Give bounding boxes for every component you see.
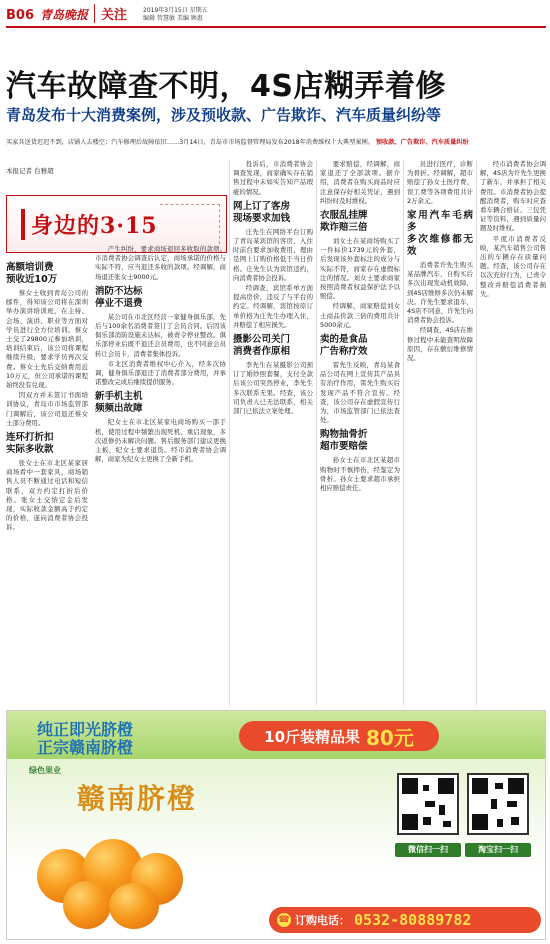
case-paragraph: 经市消费者协会调解，4S店为许先生更换了新车，并承担了相关费用。市消费者协会提醒消费者，购车时应查看车辆合格证、三包凭证等资料，遇到质量问题及时维权。 — [480, 160, 546, 233]
qr-module — [423, 785, 429, 791]
page-number: B06 — [6, 8, 34, 23]
lead-highlight: 预收款、广告欺诈、汽车质量纠纷 — [375, 139, 469, 146]
case-paragraph: 经调解，商家赔偿刘女士商品价款三倍的费用共计5000余元。 — [320, 302, 400, 329]
column-3 — [233, 160, 313, 417]
case-paragraph: 庄先生在网络平台订购了青岛某宾馆的客房，入住时前台要求加收费用，理由是网上订购价格低于当日价格。庄先生认为宾馆违约，向消费者协会投诉。 — [233, 227, 313, 282]
column-2 — [95, 245, 226, 465]
case-heading: 连环打折扣 实际多收款 — [6, 432, 54, 456]
case-heading: 衣服乱挂牌 欺诈赔三倍 — [320, 210, 368, 234]
case-paragraph: 市北区消费者维权中心介入，经多次协调，健身俱乐部退还了消费者部分费用，并承诺整改完成后继续提供服务。 — [95, 359, 226, 387]
qr-finder — [438, 778, 454, 794]
case-paragraph: 某公司在市北区经营一家健身俱乐部，先后与100余名消费者签订了会员合同。后因该俱乐部消防设施未达标，被责令停业整改。俱乐部停业后既不退还会员费用，也不同意会员转让会员卡，消费者集体投诉。 — [95, 312, 226, 358]
staff-line: 编辑 管慧敏 美编 顾惠 — [143, 15, 203, 22]
column-5 — [407, 160, 473, 364]
case-paragraph: 李先生在某摄影公司预订了婚纱照套餐，支付全款后该公司突然停业，李先生多次联系无果。经查，该公司负责人已无法联系，相关部门已依法立案处理。 — [233, 361, 313, 416]
ad-price-value: 80元 — [366, 725, 414, 750]
ad-body — [7, 759, 546, 940]
ad-price-bar — [239, 721, 439, 751]
byline: 本报记者 台雅超 — [6, 167, 54, 175]
case-paragraph: 雷先生反映，青岛某食品公司在网上宣传其产品具有治疗作用，雷先生购买后发现产品不符合宣传。经查，该公司存在虚假宣传行为，市场监管部门已依法查处。 — [320, 361, 400, 425]
qr-module — [491, 799, 497, 809]
wechat-scan-label: 微信扫一扫 — [395, 843, 461, 857]
case-paragraph: 蔡女士收到青岛公司的邮件，得知该公司将在深圳举办演讲培训班，在主持、会场、演讲、职业等方面对学员进行全方位培训。蔡女士交了29800元参加培训，培训结束后，该公司将课程继续升级，要求学员再次交费。蔡女士先后交纳费用近10万元，但公司承诺的课程始终没有兑现。 — [6, 289, 88, 390]
date-line: 2019年3月15日 星期五 — [143, 7, 208, 14]
wechat-qr-code[interactable] — [397, 773, 459, 835]
ad-logo: 绿色果业 — [29, 766, 61, 775]
banner-title: 身边的3·15 — [31, 212, 158, 239]
column-divider — [316, 160, 317, 706]
case-paragraph: 要求赔偿，经调解，商家退还了全部款项。据介绍，消费者在购买商品时应注意保存好相关凭证，遇到纠纷时及时维权。 — [320, 160, 400, 205]
order-phone-bar[interactable] — [269, 907, 541, 933]
phone-number: 0532-80889782 — [354, 911, 472, 929]
case-paragraph: 因双方并未签订书面培训协议，青岛市市场监管部门调解后，该公司退还蔡女士部分费用。 — [6, 391, 88, 427]
qr-module — [439, 805, 445, 815]
case-paragraph: 消费者许先生购买某品牌汽车，自购买后多次出现发动机故障，到4S店维修多次仍未解决。许先生要求退车，4S店不同意，许先生向消费者协会投诉。 — [407, 261, 473, 325]
case-paragraph: 平度市消费者反映，某汽车销售公司售出的车辆存在质量问题。经查，该公司存在以次充好行为，已责令整改并赔偿消费者损失。 — [480, 234, 546, 298]
orange-fruit — [109, 883, 159, 929]
case-paragraph: 投诉后，市消费者协会调查发现，商家确实存在销售过程中未如实告知产品瑕疵的情况。 — [233, 160, 313, 196]
qr-module — [425, 801, 435, 807]
case-paragraph: 孙女士在市北区某超市购物时不慎摔伤，经鉴定为骨折。孙女士要求超市承担相应赔偿责任。 — [320, 456, 400, 493]
section-title: 关注 — [94, 4, 127, 23]
phone-label: 订购电话： — [295, 914, 350, 927]
masthead: 青岛晚报 — [40, 8, 89, 22]
taobao-qr-code[interactable] — [467, 773, 529, 835]
case-heading: 新手机主机 频频出故障 — [95, 391, 143, 415]
case-heading: 摄影公司关门 消费者作原相 — [233, 334, 291, 358]
ad-slogan-primary: 纯正即光脐橙 — [37, 720, 134, 739]
column-1 — [6, 258, 88, 534]
case-paragraph: 经调查，宾馆系单方面提高房价，违反了与平台的约定。经调解，宾馆按原订单价格为庄先生办理入住，并赔偿了相应损失。 — [233, 284, 313, 329]
qr-module — [511, 817, 519, 825]
taobao-scan-label: 淘宝扫一扫 — [465, 843, 531, 857]
headline: 汽车故障查不明，4S店糊弄着修 — [6, 69, 446, 104]
ad-slogan-secondary: 正宗赣南脐橙 — [37, 738, 134, 757]
page-header — [6, 6, 546, 28]
qr-module — [497, 819, 503, 827]
ad-top-band — [7, 711, 546, 759]
orange-fruit — [63, 881, 111, 929]
case-heading: 购物抽骨折 超市要赔偿 — [320, 429, 368, 453]
banner-decoration — [160, 204, 220, 244]
qr-module — [495, 783, 503, 789]
case-paragraph: 经调查，4S店在维修过程中未能查明故障原因，存在敷衍维修情况。 — [407, 326, 473, 363]
qr-finder — [472, 778, 488, 794]
column-6 — [480, 160, 546, 300]
case-paragraph: 刘女士在某商场购买了一件标价1739元的外套，后发现该外套标注的成分与实际不符，商家存在虚假标注的情况。刘女士要求商家按照消费者权益保护法予以赔偿。 — [320, 237, 400, 301]
oranges-image — [27, 819, 197, 929]
ad-price-label: 10斤装精品果 — [264, 727, 361, 746]
qr-module — [443, 821, 451, 827]
qr-finder — [402, 778, 418, 794]
column-4 — [320, 160, 400, 494]
column-divider — [476, 160, 477, 706]
case-paragraph: 张女士在市北区某家居商场看中一套家具，商场销售人员不断通过电话和短信联系，双方约定打折后价格。张女士交纳定金后发现，实际收款金额高于约定的价格，遂向消费者协会投诉。 — [6, 459, 88, 532]
advertisement — [6, 710, 546, 940]
case-paragraph: 纪女士在市北区某家电商场购买一部手机，使用过程中频繁出现死机、重启现象，多次返修仍未解决问题。售后服务部门建议更换主板，纪女士要求退货。经市消费者协会调解，商家为纪女士更换了全新手机。 — [95, 418, 226, 464]
lead-paragraph — [6, 139, 546, 148]
ad-product-name: 赣南脐橙 — [77, 782, 198, 815]
case-paragraph: 产生纠纷，要求商场退回多收取的款项。市消费者协会调查后认定，商场承诺的价格与实际不符，应当退还多收的款项。经调解，商场退还张女士9000元。 — [95, 245, 226, 281]
header-meta — [143, 7, 208, 23]
lead-body: 买家具送货迟迟不到，店铺人去楼空；汽车修理后故障依旧……3月14日，青岛市市场监督管理局发布2018年消费维权十大典型案例。 — [6, 139, 374, 146]
qr-finder — [402, 814, 418, 830]
qr-finder — [508, 778, 524, 794]
column-divider — [403, 160, 404, 706]
banner-box — [21, 209, 158, 240]
case-heading: 家用汽车毛病多 多次维修都无效 — [407, 210, 473, 258]
case-heading: 卖的是食品 广告称疗效 — [320, 334, 368, 358]
phone-icon: ☎ — [278, 915, 290, 925]
column-divider — [229, 160, 230, 706]
qr-finder — [472, 814, 488, 830]
case-heading: 消防不达标 停业不退费 — [95, 285, 143, 309]
case-paragraph: 员进行医疗，诊断为骨折。经调解，超市赔偿了孙女士医疗费、误工费等各项费用共计2万余元。 — [407, 160, 473, 205]
subheadline: 青岛发布十大消费案例，涉及预收款、广告欺诈、汽车质量纠纷等 — [6, 106, 442, 124]
case-heading: 网上订了客房 现场要求加钱 — [233, 200, 291, 224]
qr-module — [423, 817, 431, 825]
qr-module — [507, 801, 517, 807]
case-heading: 高额培训费 预收近10万 — [6, 262, 58, 285]
